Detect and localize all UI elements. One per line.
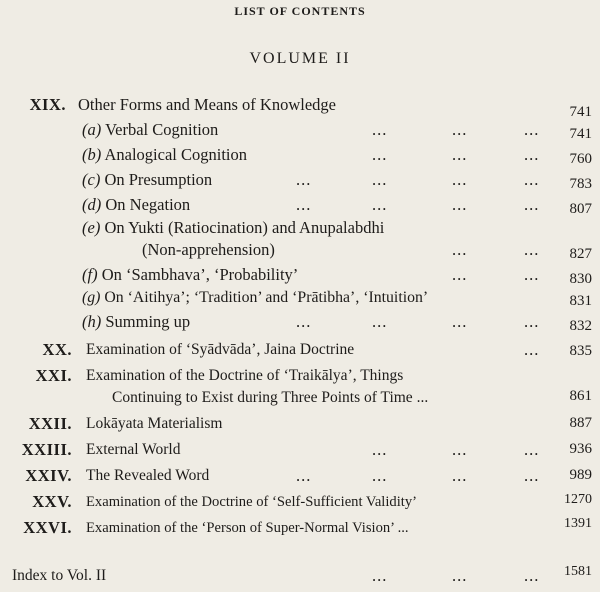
entry-letter: (h) bbox=[82, 312, 102, 331]
page-number: 760 bbox=[569, 151, 592, 167]
leader-dots: ... bbox=[452, 265, 468, 284]
chapter-number: XXII. bbox=[28, 414, 72, 433]
chapter-number: XXIII. bbox=[21, 440, 72, 459]
leader-dots: ... bbox=[524, 312, 540, 331]
entry-letter: (a) bbox=[82, 120, 102, 139]
leader-dots: ... bbox=[372, 312, 388, 331]
page-number: 989 bbox=[569, 467, 592, 483]
chapter-number: XX. bbox=[42, 340, 72, 359]
leader-dots: ... bbox=[296, 170, 312, 189]
leader-dots: ... bbox=[372, 170, 388, 189]
leader-dots: ... bbox=[524, 195, 540, 214]
page-number: 1391 bbox=[564, 516, 592, 531]
leader-dots: ... bbox=[296, 466, 312, 485]
entry-title: The Revealed Word bbox=[86, 467, 210, 484]
page-number: 741 bbox=[569, 126, 592, 142]
chapter-number: XXI. bbox=[35, 366, 72, 385]
leader-dots: ... bbox=[524, 466, 540, 485]
chapter-number: XXIV. bbox=[25, 466, 72, 485]
entry-letter: (d) bbox=[82, 195, 102, 214]
leader-dots: ... bbox=[452, 440, 468, 459]
entry-title: On Yukti (Ratiocination) and Anupalabdhi bbox=[104, 218, 385, 237]
entry-letter: (g) bbox=[82, 289, 101, 306]
page-number: 1581 bbox=[564, 564, 592, 579]
entry-title-continued: (Non-apprehension) bbox=[142, 240, 275, 259]
leader-dots: ... bbox=[372, 466, 388, 485]
leader-dots: ... bbox=[372, 120, 388, 139]
entry-letter: (f) bbox=[82, 265, 98, 284]
entry-letter: (c) bbox=[82, 170, 101, 189]
leader-dots: ... bbox=[452, 145, 468, 164]
leader-dots: ... bbox=[452, 195, 468, 214]
volume-heading: VOLUME II bbox=[249, 50, 351, 67]
entry-letter: (b) bbox=[82, 145, 102, 164]
leader-dots: ... bbox=[452, 170, 468, 189]
page-number: 807 bbox=[569, 201, 592, 217]
leader-dots: ... bbox=[524, 120, 540, 139]
entry-title: On ‘Aitihya’; ‘Tradition’ and ‘Prātibha’, ‘Intuition’ bbox=[104, 289, 429, 306]
page-number: 831 bbox=[569, 293, 592, 309]
page-number: 832 bbox=[569, 318, 592, 334]
entry-title: On Negation bbox=[105, 195, 191, 214]
entry-title: On ‘Sambhava’, ‘Probability’ bbox=[101, 265, 299, 284]
entry-title: Examination of the Doctrine of ‘Self-Sufficient Validity’ bbox=[86, 494, 417, 510]
page-number: 861 bbox=[569, 388, 592, 404]
page-number: 827 bbox=[569, 246, 592, 262]
entry-title: External World bbox=[86, 441, 181, 458]
page-number: 936 bbox=[569, 441, 592, 457]
page-number: 830 bbox=[569, 271, 592, 287]
leader-dots: ... bbox=[524, 566, 540, 585]
leader-dots: ... bbox=[372, 440, 388, 459]
page-header: LIST OF CONTENTS bbox=[234, 4, 366, 18]
leader-dots: ... bbox=[372, 566, 388, 585]
entry-title: Examination of ‘Syādvāda’, Jaina Doctrine bbox=[86, 341, 355, 358]
leader-dots: ... bbox=[524, 170, 540, 189]
entry-title-continued: Continuing to Exist during Three Points of Time ... bbox=[112, 389, 429, 406]
entry-title: Verbal Cognition bbox=[105, 120, 219, 139]
page-number: 741 bbox=[569, 104, 592, 120]
leader-dots: ... bbox=[452, 120, 468, 139]
leader-dots: ... bbox=[524, 145, 540, 164]
leader-dots: ... bbox=[452, 240, 468, 259]
leader-dots: ... bbox=[296, 195, 312, 214]
entry-title: On Presumption bbox=[104, 170, 213, 189]
leader-dots: ... bbox=[452, 466, 468, 485]
leader-dots: ... bbox=[372, 195, 388, 214]
leader-dots: ... bbox=[372, 145, 388, 164]
chapter-number: XXVI. bbox=[23, 518, 72, 537]
leader-dots: ... bbox=[452, 312, 468, 331]
chapter-number: XXV. bbox=[32, 492, 72, 511]
page-number: 783 bbox=[569, 176, 592, 192]
leader-dots: ... bbox=[452, 566, 468, 585]
chapter-number: XIX. bbox=[29, 95, 66, 114]
entry-title: Analogical Cognition bbox=[104, 145, 247, 164]
page-number: 1270 bbox=[564, 492, 592, 507]
entry-title: Examination of the ‘Person of Super-Normal Vision’ ... bbox=[86, 520, 409, 536]
entry-title: Other Forms and Means of Knowledge bbox=[78, 95, 336, 114]
entry-title: Lokāyata Materialism bbox=[86, 415, 223, 432]
entry-title: Index to Vol. II bbox=[12, 567, 107, 584]
page-number: 887 bbox=[569, 415, 592, 431]
entry-title: Examination of the Doctrine of ‘Traikālya’, Things bbox=[86, 367, 404, 384]
leader-dots: ... bbox=[524, 340, 540, 359]
leader-dots: ... bbox=[524, 440, 540, 459]
entry-title: Summing up bbox=[105, 312, 191, 331]
leader-dots: ... bbox=[296, 312, 312, 331]
leader-dots: ... bbox=[524, 265, 540, 284]
page-number: 835 bbox=[569, 343, 592, 359]
entry-letter: (e) bbox=[82, 218, 101, 237]
leader-dots: ... bbox=[524, 240, 540, 259]
